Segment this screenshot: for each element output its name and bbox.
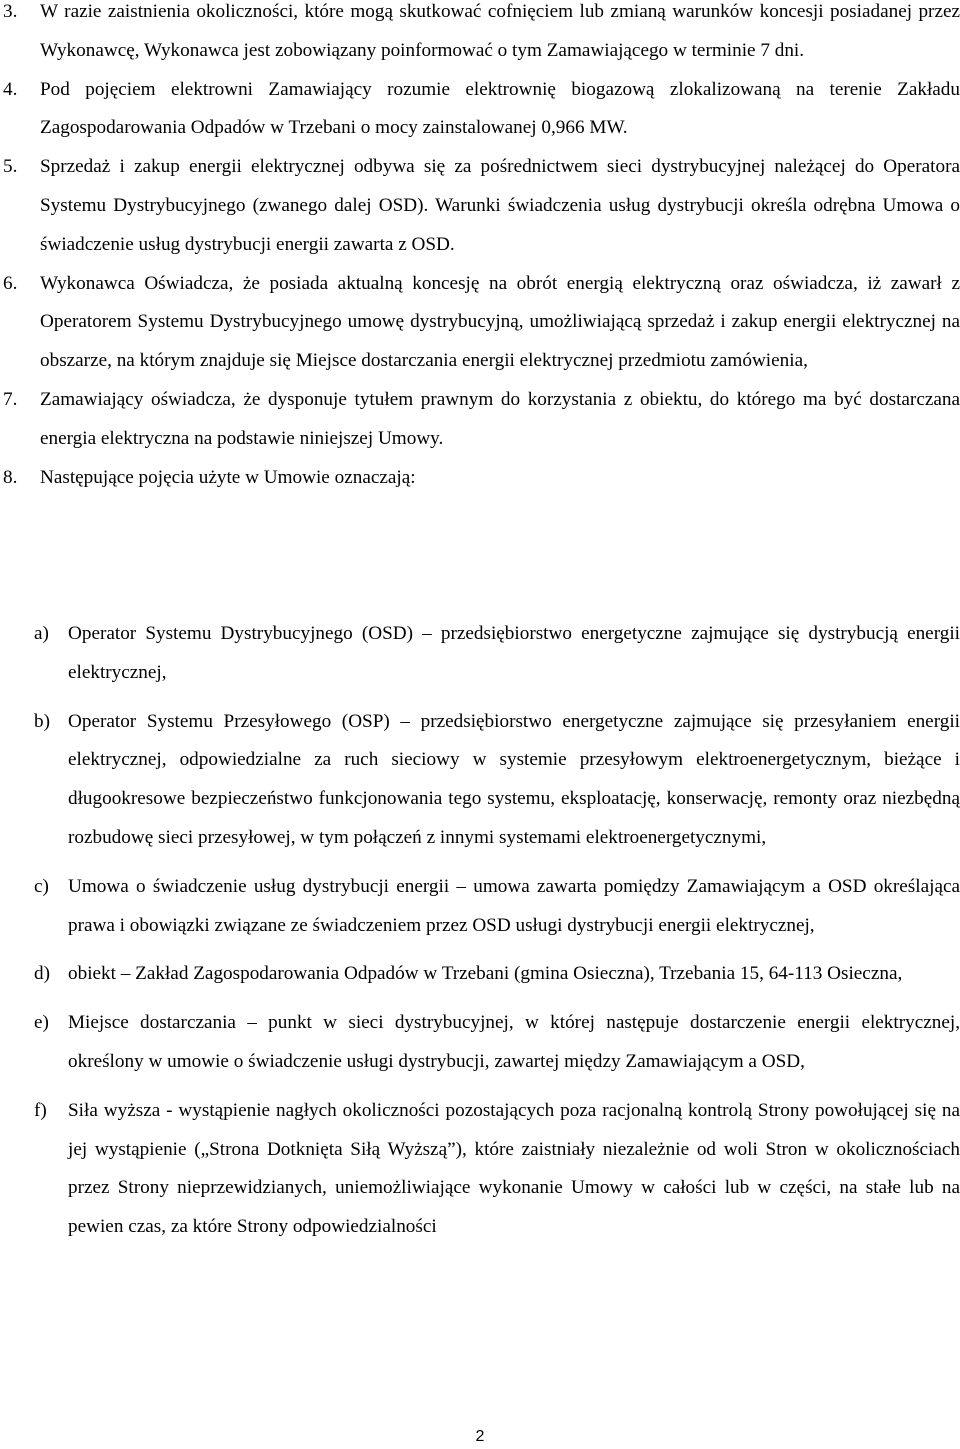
definition-letter: e): [34, 1012, 49, 1034]
clause-number: 6.: [3, 272, 18, 294]
definition-d: [34, 955, 960, 994]
definition-b: [34, 703, 960, 858]
clause-7: [3, 381, 960, 459]
clause-3: [3, 0, 960, 71]
definition-e: [34, 1004, 960, 1082]
clause-6: [3, 265, 960, 381]
definition-text: Operator Systemu Przesyłowego (OSP) – przedsiębiorstwo energetyczne zajmujące się przesyłaniem energii elektrycznej, odpowiedzialne za ruch sieciowy w systemie przesyłowym elektroenergetycznym, bieżące i długookresowe bezpieczeństwo funkcjonowania tego systemu, eksploatację, konserwację, remonty oraz niezbędną rozbudowę sieci przesyłowej, w tym połączeń z innymi systemami elektroenergetycznymi,: [68, 710, 960, 848]
clause-text: Wykonawca Oświadcza, że posiada aktualną koncesję na obrót energią elektryczną oraz oświadcza, iż zawarł z Operatorem Systemu Dystrybucyjnego umowę dystrybucyjną, umożliwiającą sprzedaż i zakup energii elektrycznej na obszarze, na którym znajduje się Miejsce dostarczania energii elektrycznej przedmiotu zamówienia,: [40, 272, 960, 372]
clause-number: 3.: [3, 1, 18, 22]
definition-text: Siła wyższa - wystąpienie nagłych okoliczności pozostających poza racjonalną kontrolą Strony powołującej się na jej wystąpienie („Strona Dotknięta Siłą Wyższą”), które zaistniały niezależnie od woli Stron w okolicznościach przez Strony nieprzewidzianych, uniemożliwiające wykonanie Umowy w całości lub w części, na stałe lub na pewien czas, za które Strony odpowiedzialności: [68, 1099, 960, 1238]
clause-text: Następujące pojęcia użyte w Umowie oznaczają:: [40, 466, 416, 488]
clause-text: W razie zaistnienia okoliczności, które mogą skutkować cofnięciem lub zmianą warunków koncesji posiadanej przez Wykonawcę, Wykonawca jest zobowiązany poinformować o tym Zamawiającego w terminie 7 dni.: [40, 1, 960, 61]
definition-f: [34, 1092, 960, 1247]
numbered-clauses: [3, 0, 960, 497]
definition-text: Operator Systemu Dystrybucyjnego (OSD) – przedsiębiorstwo energetyczne zajmujące się dystrybucją energii elektrycznej,: [68, 623, 960, 683]
page-number: 2: [475, 1428, 485, 1445]
clause-8: [3, 459, 960, 498]
definition-text: Umowa o świadczenie usług dystrybucji energii – umowa zawarta pomiędzy Zamawiającym a OSD określająca prawa i obowiązki związane ze świadczeniem przez OSD usługi dystrybucji energii elektrycznej,: [68, 875, 960, 936]
definition-letter: c): [34, 875, 49, 897]
definition-text: Miejsce dostarczania – punkt w sieci dystrybucyjnej, w której następuje dostarczenie energii elektrycznej, określony w umowie o świadczenie usługi dystrybucji, zawartej między Zamawiającym a OSD,: [68, 1012, 960, 1072]
definition-letter: a): [34, 623, 49, 644]
clause-number: 4.: [3, 78, 18, 100]
clause-5: [3, 148, 960, 264]
definition-a: [34, 615, 960, 693]
clause-4: [3, 71, 960, 149]
definition-text: obiekt – Zakład Zagospodarowania Odpadów w Trzebani (gmina Osieczna), Trzebania 15, 64-113 Osieczna,: [68, 963, 903, 985]
definitions-list: [34, 615, 960, 1257]
clause-number: 7.: [3, 388, 18, 410]
clause-text: Pod pojęciem elektrowni Zamawiający rozumie elektrownię biogazową zlokalizowaną na terenie Zakładu Zagospodarowania Odpadów w Trzebani o mocy zainstalowanej 0,966 MW.: [40, 78, 960, 139]
definition-letter: f): [34, 1099, 47, 1121]
definition-c: [34, 868, 960, 946]
clause-text: Sprzedaż i zakup energii elektrycznej odbywa się za pośrednictwem sieci dystrybucyjnej należącej do Operatora Systemu Dystrybucyjnego (zwanego dalej OSD). Warunki świadczenia usług dystrybucji określa odrębna Umowa o świadczenie usług dystrybucji energii zawarta z OSD.: [40, 156, 960, 255]
definition-letter: b): [34, 710, 50, 732]
definition-letter: d): [34, 963, 50, 985]
clause-text: Zamawiający oświadcza, że dysponuje tytułem prawnym do korzystania z obiektu, do którego ma być dostarczana energia elektryczna na podstawie niniejszej Umowy.: [40, 388, 960, 449]
clause-number: 5.: [3, 156, 18, 178]
clause-number: 8.: [3, 466, 18, 488]
